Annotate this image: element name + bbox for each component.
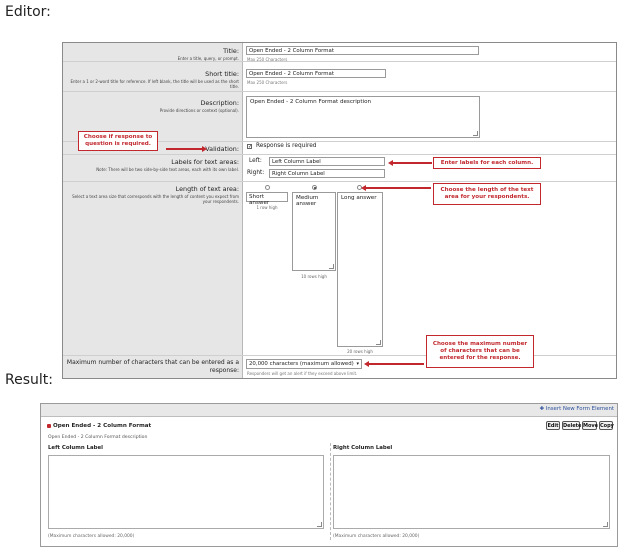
chevron-down-icon: ▾ <box>356 361 359 367</box>
left-label-input[interactable]: Left Column Label <box>269 157 385 166</box>
radio-short[interactable] <box>265 185 270 190</box>
medium-rows-note: 10 rows high <box>301 274 327 279</box>
result-description: Open Ended - 2 Column Format description <box>48 435 148 440</box>
editor-panel <box>62 42 617 379</box>
callout-max: Choose the maximum number of characters that can be entered for the response. <box>426 335 534 368</box>
long-answer-textarea[interactable] <box>337 192 383 347</box>
validation-label: Validation: <box>205 145 239 153</box>
short-title-help: Enter a 1 or 2-word title for reference. If left blank, the title will be used as the short title. <box>70 79 239 90</box>
short-answer-textarea[interactable] <box>246 192 288 206</box>
description-help: Provide directions or context (optional). <box>159 108 239 113</box>
delete-button[interactable]: Delete <box>563 423 582 429</box>
result-title: Open Ended - 2 Column Format <box>53 423 152 429</box>
edit-button[interactable]: Edit <box>547 423 559 429</box>
right-column-label: Right Column Label <box>333 445 393 451</box>
right-label-input[interactable]: Right Column Label <box>269 169 385 178</box>
right-label-caption: Right: <box>247 170 265 176</box>
labels-help: Note: There will be two side-by-side text areas, each with its own label. <box>96 167 239 172</box>
left-max-note: (Maximum characters allowed: 20,000) <box>48 534 135 539</box>
title-input[interactable]: Open Ended - 2 Column Format <box>246 46 479 55</box>
title-label: Title: <box>223 47 239 55</box>
insert-element-link[interactable] <box>540 406 615 412</box>
long-rows-note: 20 rows high <box>347 349 373 354</box>
arrow-length <box>365 187 431 189</box>
medium-answer-label: Medium answer <box>296 195 319 207</box>
arrow-max <box>368 363 424 365</box>
max-chars-label: Maximum number of characters that can be entered as a response: <box>66 359 239 374</box>
short-title-label: Short title: <box>205 70 239 78</box>
short-title-input[interactable]: Open Ended - 2 Column Format <box>246 69 386 78</box>
result-heading: Result: <box>5 372 53 388</box>
max-chars-hint: Responders will get an alert if they exceed above limit. <box>247 371 358 376</box>
resize-grip-icon[interactable] <box>317 522 322 527</box>
length-label: Length of text area: <box>175 185 239 193</box>
insert-element-label: Insert New Form Element <box>545 406 614 412</box>
column-divider <box>330 443 331 540</box>
validation-checkbox[interactable]: ✓ <box>248 144 253 150</box>
resize-grip-icon[interactable] <box>473 131 478 136</box>
resize-grip-icon[interactable] <box>376 340 381 345</box>
description-value: Open Ended - 2 Column Format description <box>250 99 372 105</box>
resize-grip-icon[interactable] <box>603 522 608 527</box>
description-label: Description: <box>200 99 239 107</box>
arrow-labels <box>392 162 432 164</box>
short-title-hint: Max 250 Characters <box>247 80 288 85</box>
insert-icon: ✚ <box>539 406 546 412</box>
title-help: Enter a title, query, or prompt. <box>177 56 239 61</box>
max-chars-select[interactable] <box>246 359 362 369</box>
length-help: Select a text area size that corresponds with the length of content you expect from your respondents. <box>72 194 239 205</box>
labels-label: Labels for text areas: <box>171 158 239 166</box>
callout-length: Choose the length of the text area for your respondents. <box>433 183 541 205</box>
short-answer-label: Short answer <box>249 194 270 206</box>
move-button[interactable]: Move <box>583 423 599 429</box>
copy-button[interactable]: Copy <box>600 423 614 429</box>
validation-checkbox-label: Response is required <box>256 143 317 149</box>
radio-medium[interactable] <box>312 185 317 190</box>
label-column <box>63 43 243 378</box>
short-rows-note: 1 row high <box>256 205 278 210</box>
resize-grip-icon[interactable] <box>329 264 334 269</box>
medium-answer-textarea[interactable] <box>292 192 336 271</box>
editor-heading: Editor: <box>5 4 51 20</box>
callout-validation: Choose if response to question is required. <box>78 131 158 151</box>
callout-labels: Enter labels for each column. <box>433 157 541 169</box>
required-icon <box>47 424 51 428</box>
max-chars-value: 20,000 characters (maximum allowed) <box>249 361 354 367</box>
left-column-textarea[interactable] <box>48 455 324 529</box>
right-column-textarea[interactable] <box>333 455 610 529</box>
description-textarea[interactable] <box>246 96 480 138</box>
result-toolbar <box>41 404 617 417</box>
left-label-caption: Left: <box>249 158 262 164</box>
title-hint: Max 250 Characters <box>247 57 288 62</box>
right-max-note: (Maximum characters allowed: 20,000) <box>333 534 420 539</box>
long-answer-label: Long answer <box>341 195 377 201</box>
result-panel <box>40 403 618 547</box>
arrow-validation <box>166 148 203 150</box>
left-column-label: Left Column Label <box>48 445 104 451</box>
